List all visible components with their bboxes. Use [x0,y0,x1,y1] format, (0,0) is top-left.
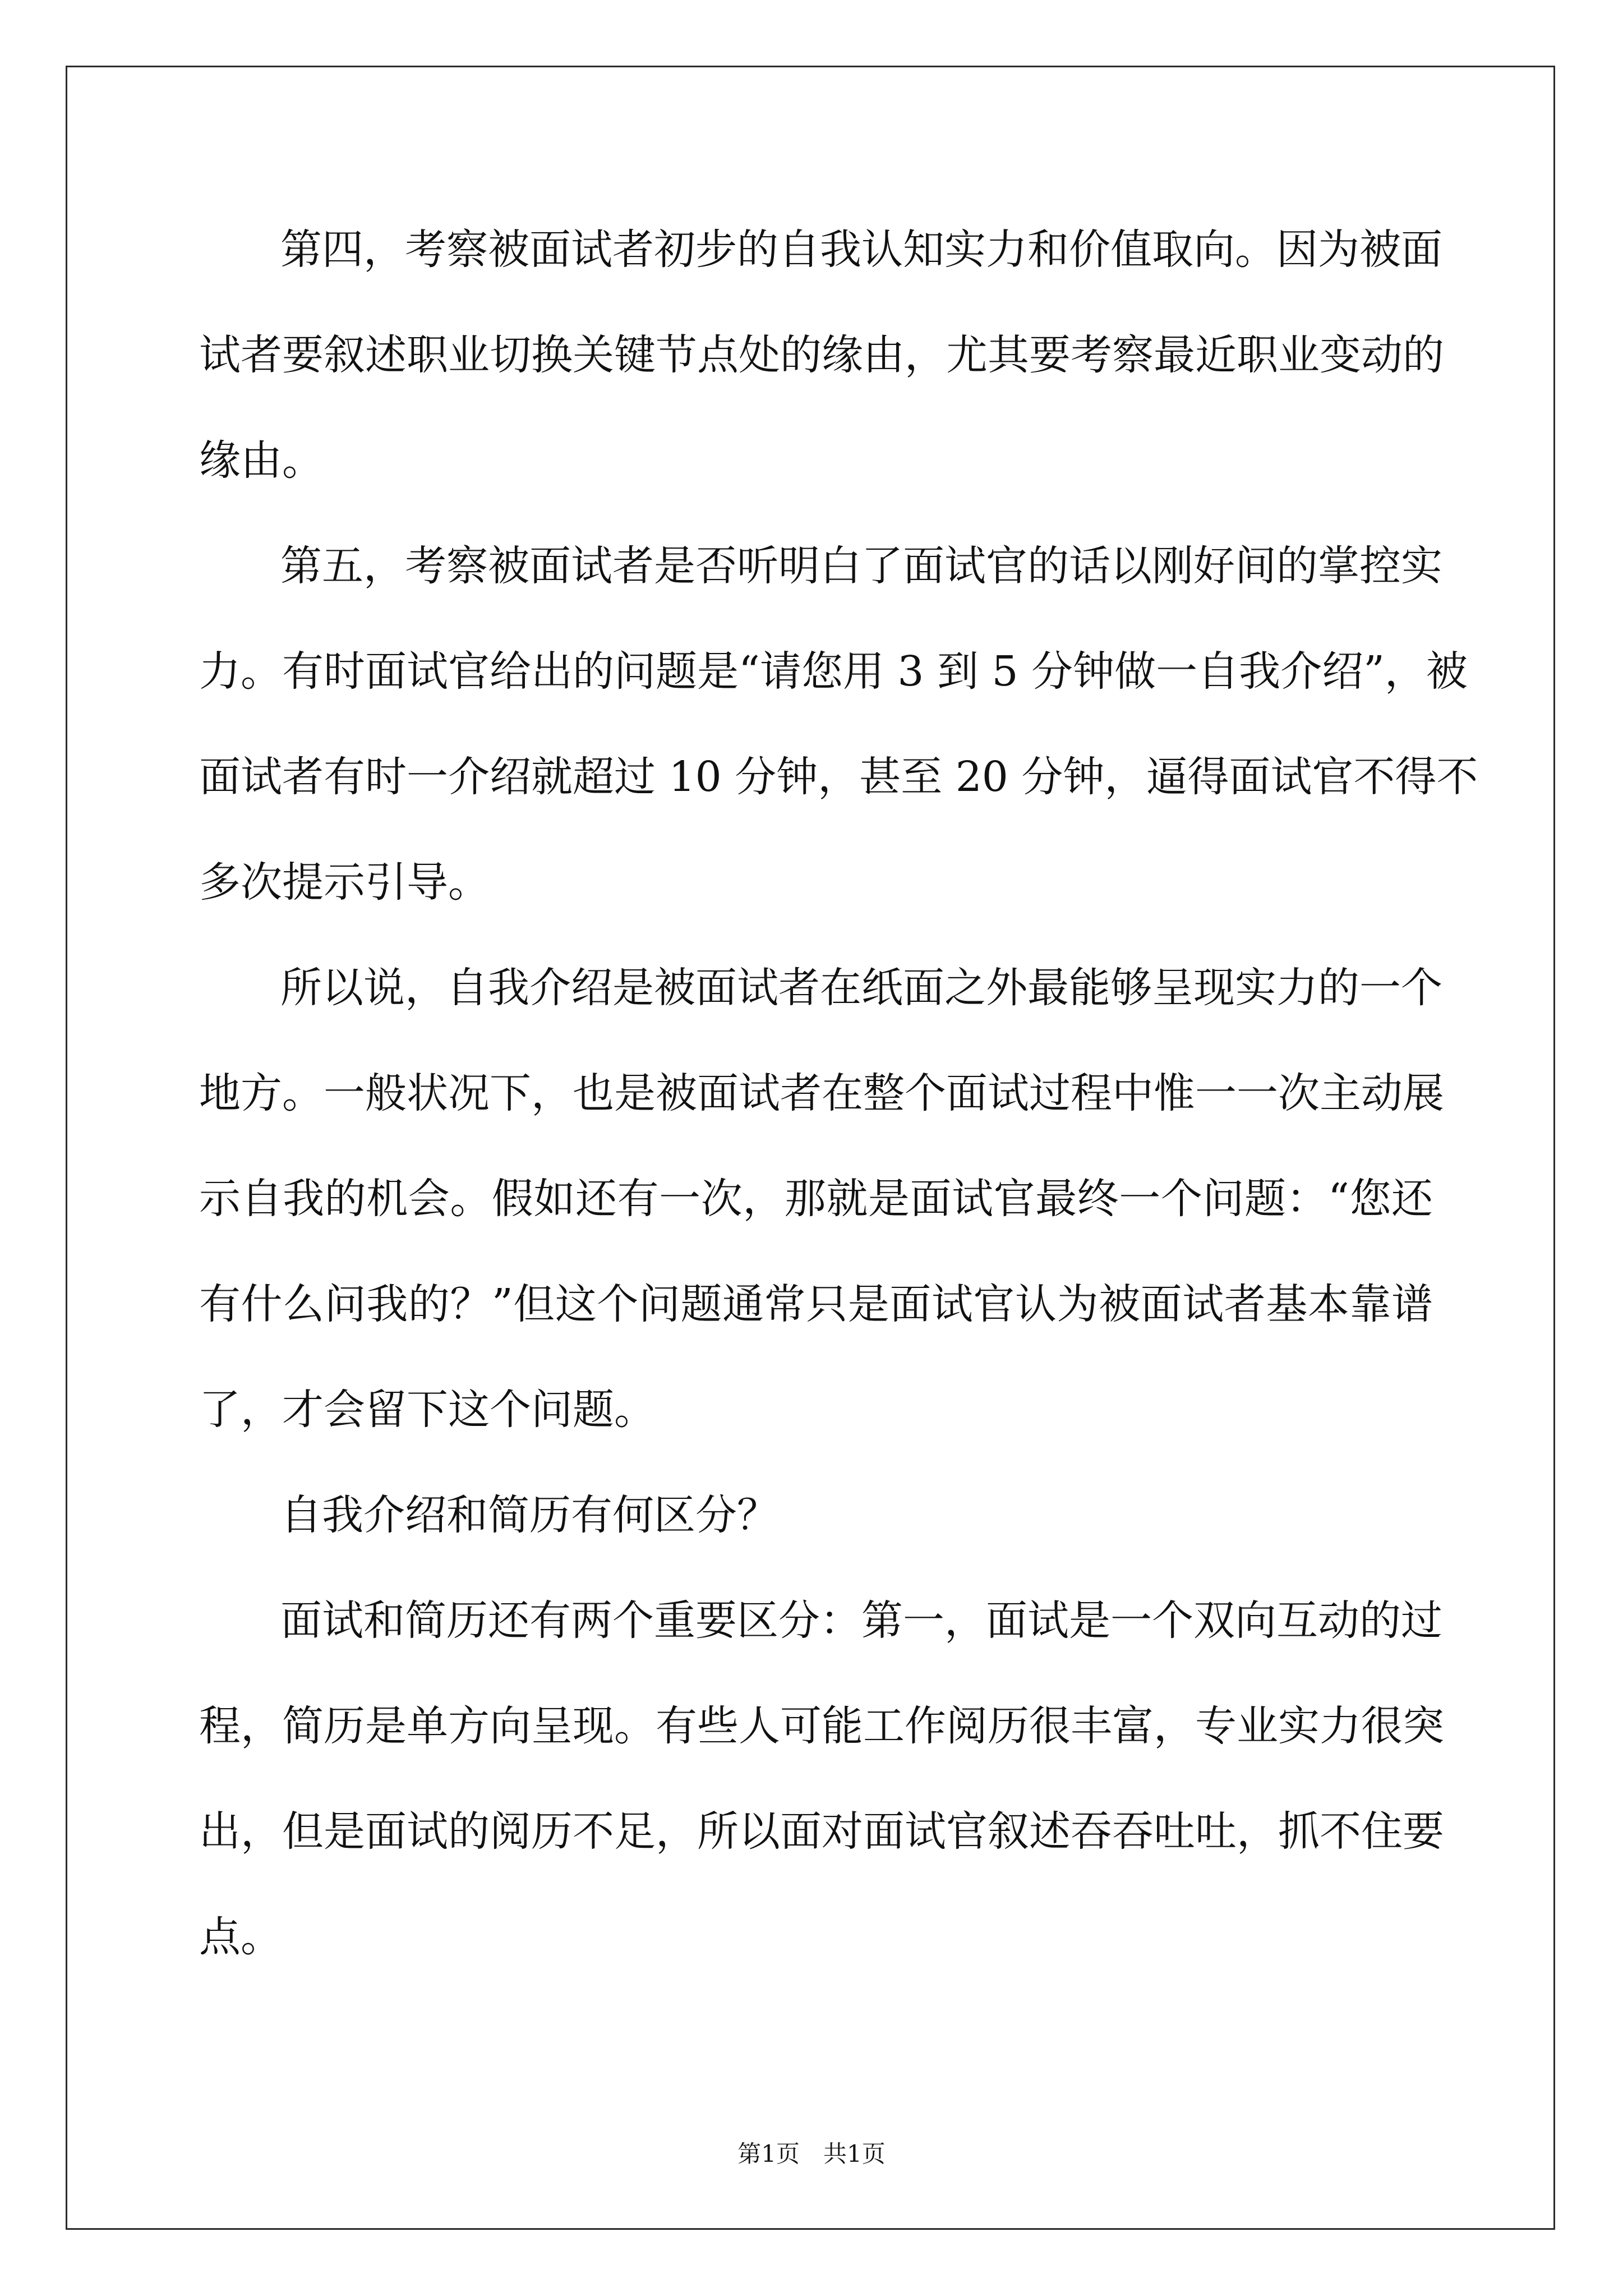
paragraph-line: 面试者有时一介绍就超过 10 分钟，甚至 20 分钟，逼得面试官不得不 [199,753,1478,801]
section-heading: 自我介绍和简历有何区分？ [280,1491,778,1539]
paragraph-line: 第四，考察被面试者初步的自我认知实力和价值取向。因为被面 [280,226,1442,274]
paragraph-line: 多次提示引导。 [199,858,490,907]
paragraph-line: 缘由。 [199,436,324,485]
paragraph-line: 地方。一般状况下，也是被面试者在整个面试过程中惟一一次主动展 [199,1069,1444,1117]
paragraph-line: 了，才会留下这个问题。 [199,1386,656,1434]
page-border [66,66,1555,2230]
paragraph-line: 有什么问我的？”但这个问题通常只是面试官认为被面试者基本靠谱 [199,1280,1433,1328]
paragraph-line: 示自我的机会。假如还有一次，那就是面试官最终一个问题：“您还 [199,1175,1433,1223]
paragraph-line: 出，但是面试的阅历不足，所以面对面试官叙述吞吞吐吐，抓不住要 [199,1807,1444,1856]
page-footer: 第1页 共1页 [737,2140,886,2168]
paragraph-line: 第五，考察被面试者是否听明白了面试官的话以刚好间的掌控实 [280,542,1442,590]
paragraph-line: 试者要叙述职业切换关键节点处的缘由，尤其要考察最近职业变动的 [199,331,1444,379]
paragraph-line: 点。 [199,1913,282,1961]
paragraph-line: 面试和简历还有两个重要区分：第一，面试是一个双向互动的过 [280,1596,1442,1645]
paragraph-line: 力。有时面试官给出的问题是“请您用 3 到 5 分钟做一自我介绍”，被 [199,647,1468,696]
paragraph-line: 程，简历是单方向呈现。有些人可能工作阅历很丰富，专业实力很突 [199,1702,1444,1750]
paragraph-line: 所以说，自我介绍是被面试者在纸面之外最能够呈现实力的一个 [280,964,1442,1012]
